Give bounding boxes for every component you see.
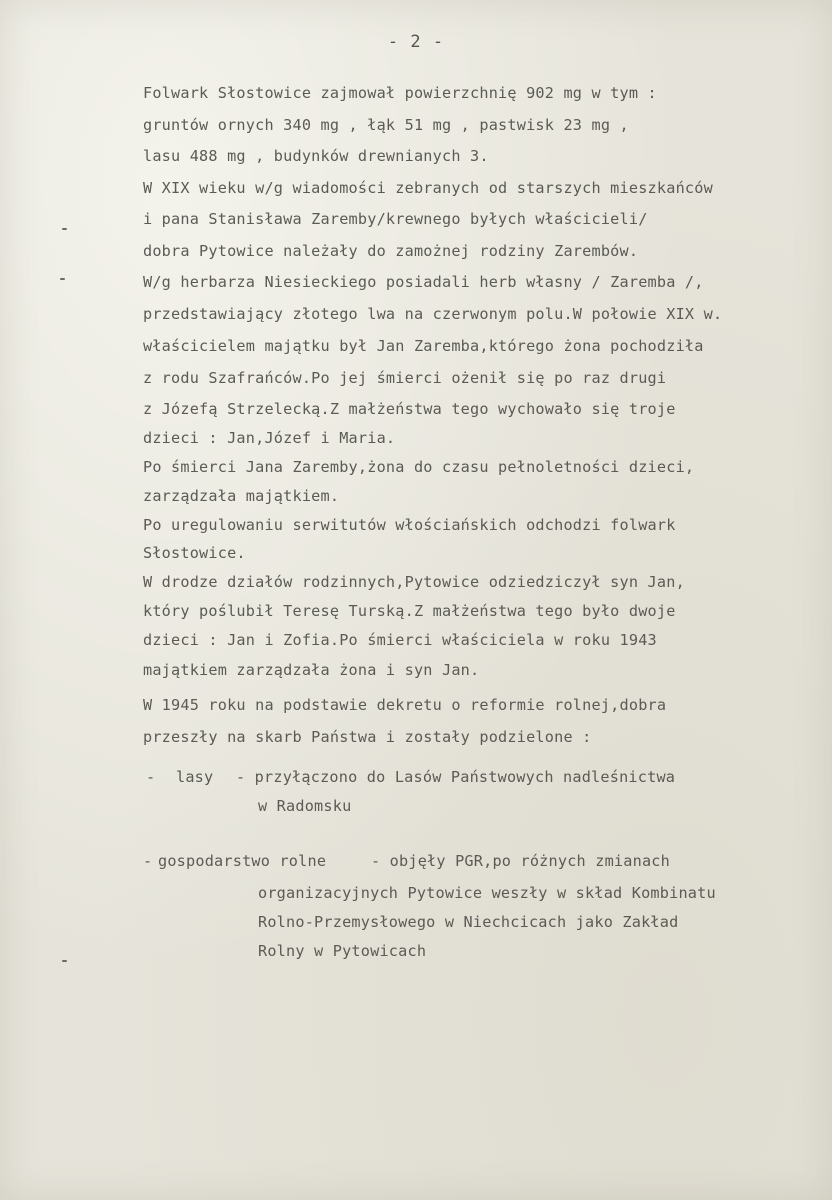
text-line: dzieci : Jan,Józef i Maria.: [143, 429, 396, 447]
text-line: z rodu Szafrańców.Po jej śmierci ożenił się po raz drugi: [143, 369, 667, 387]
page-number: - 2 -: [387, 32, 445, 52]
list-item-text: w Radomsku: [258, 797, 352, 815]
text-line: i pana Stanisława Zaremby/krewnego byłych właścicieli/: [143, 210, 648, 228]
list-item-text: Rolno-Przemysłowego w Niechcicach jako Zakład: [258, 913, 679, 931]
text-line: Po śmierci Jana Zaremby,żona do czasu pełnoletności dzieci,: [143, 458, 695, 476]
text-line: majątkiem zarządzała żona i syn Jan.: [143, 661, 480, 679]
text-line: W drodze działów rodzinnych,Pytowice odziedziczył syn Jan,: [143, 573, 685, 591]
margin-mark: [60, 278, 65, 280]
list-item-label: lasy: [176, 768, 214, 786]
list-item-label: gospodarstwo rolne: [158, 852, 327, 870]
text-line: lasu 488 mg , budynków drewnianych 3.: [143, 147, 489, 165]
list-item-text: organizacyjnych Pytowice weszły w skład Kombinatu: [258, 884, 716, 902]
margin-mark: [62, 960, 67, 962]
text-line: Folwark Słostowice zajmował powierzchnię 902 mg w tym :: [143, 84, 657, 102]
text-line: przedstawiający złotego lwa na czerwonym polu.W połowie XIX w.: [143, 305, 723, 323]
text-line: przeszły na skarb Państwa i zostały podzielone :: [143, 728, 592, 746]
list-marker: -: [146, 768, 156, 786]
text-line: gruntów ornych 340 mg , łąk 51 mg , pastwisk 23 mg ,: [143, 116, 629, 134]
list-marker: -: [143, 852, 153, 870]
text-line: W/g herbarza Niesieckiego posiadali herb własny / Zaremba /,: [143, 273, 704, 291]
margin-mark: [62, 228, 67, 230]
list-item-text: - przyłączono do Lasów Państwowych nadleśnictwa: [236, 768, 676, 786]
text-line: który poślubił Teresę Turską.Z małżeństwa tego było dwoje: [143, 602, 676, 620]
list-item-text: - objęły PGR,po różnych zmianach: [371, 852, 670, 870]
text-line: W 1945 roku na podstawie dekretu o reformie rolnej,dobra: [143, 696, 667, 714]
text-line: W XIX wieku w/g wiadomości zebranych od starszych mieszkańców: [143, 179, 713, 197]
text-line: właścicielem majątku był Jan Zaremba,którego żona pochodziła: [143, 337, 704, 355]
text-line: dobra Pytowice należały do zamożnej rodziny Zarembów.: [143, 242, 639, 260]
text-line: dzieci : Jan i Zofia.Po śmierci właściciela w roku 1943: [143, 631, 657, 649]
list-item-text: Rolny w Pytowicach: [258, 942, 427, 960]
text-line: zarządzała majątkiem.: [143, 487, 340, 505]
text-line: Po uregulowaniu serwitutów włościańskich odchodzi folwark: [143, 516, 676, 534]
text-line: z Józefą Strzelecką.Z małżeństwa tego wychowało się troje: [143, 400, 676, 418]
text-line: Słostowice.: [143, 544, 246, 562]
